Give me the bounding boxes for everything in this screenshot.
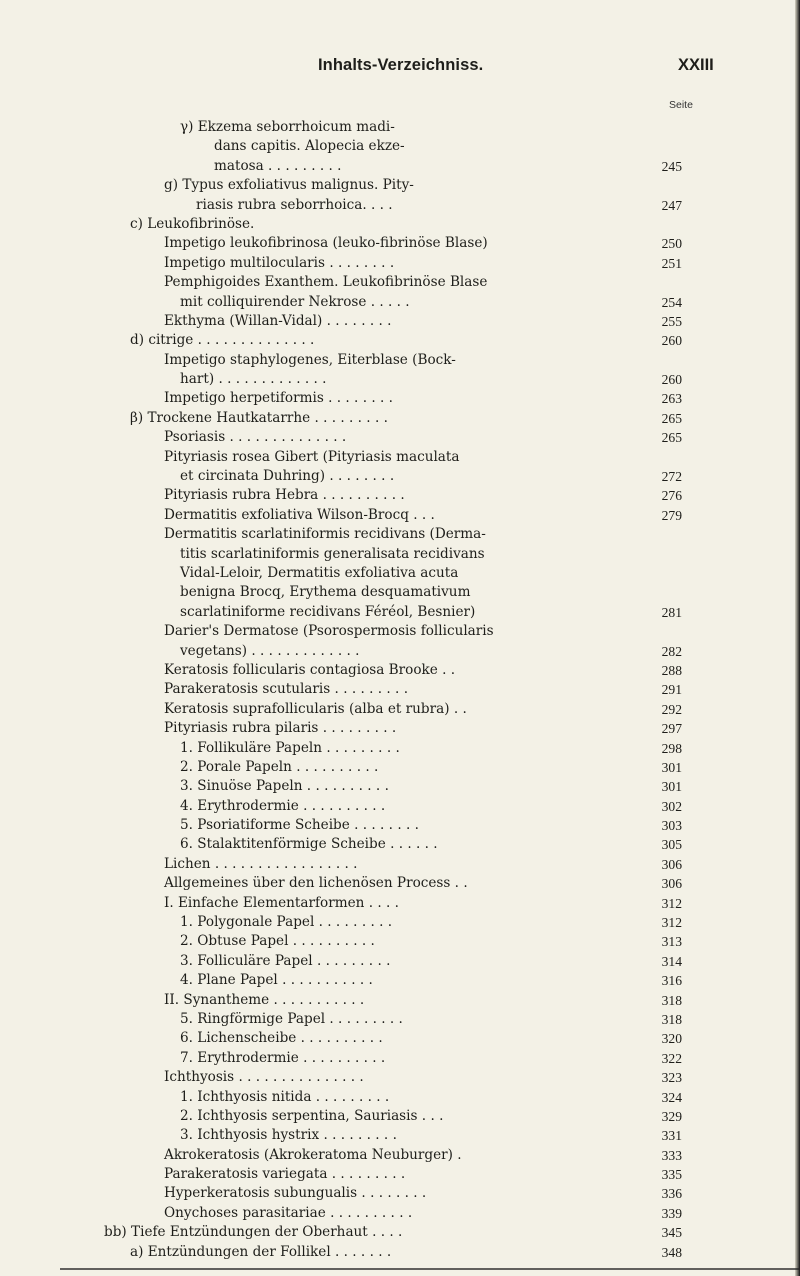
toc-entry-text: Impetigo herpetiformis . . . . . . . . bbox=[164, 390, 393, 407]
toc-entry-text: 1. Follikuläre Papeln . . . . . . . . . bbox=[180, 739, 400, 756]
toc-entry-text: vegetans) . . . . . . . . . . . . . bbox=[180, 642, 360, 659]
toc-entry-text: benigna Brocq, Erythema desquamativum bbox=[180, 584, 471, 601]
toc-entry-text: 3. Ichthyosis hystrix . . . . . . . . . bbox=[180, 1127, 397, 1144]
toc-entry-page: 292 bbox=[661, 701, 682, 717]
toc-entry-page: 345 bbox=[661, 1225, 682, 1241]
toc-entry-text: bb) Tiefe Entzündungen der Oberhaut . . . . bbox=[104, 1224, 403, 1241]
toc-entry-page: 276 bbox=[661, 488, 682, 504]
toc-entry bbox=[0, 855, 800, 874]
toc-entry bbox=[0, 254, 800, 273]
page-column-label: Seite bbox=[669, 99, 693, 111]
toc-entry bbox=[0, 486, 800, 505]
toc-entry-text: scarlatiniforme recidivans Féréol, Besnier) bbox=[180, 603, 476, 620]
toc-entry-text: Ichthyosis . . . . . . . . . . . . . . . bbox=[164, 1069, 364, 1086]
toc-entry-text: Pityriasis rubra Hebra . . . . . . . . . . bbox=[164, 487, 405, 504]
toc-entry-text: d) citrige . . . . . . . . . . . . . . bbox=[130, 332, 315, 349]
toc-entry bbox=[0, 1029, 800, 1048]
toc-entry-page: 335 bbox=[661, 1167, 682, 1183]
toc-entry-page: 333 bbox=[661, 1147, 682, 1163]
toc-entry bbox=[0, 409, 800, 428]
toc-entry-page: 348 bbox=[661, 1244, 682, 1260]
toc-entry-page: 306 bbox=[661, 876, 682, 892]
toc-entry-text: Allgemeines über den lichenösen Process . . bbox=[164, 875, 468, 892]
toc-entry bbox=[0, 991, 800, 1010]
toc-entry-text: riasis rubra seborrhoica. . . . bbox=[196, 196, 393, 213]
toc-entry bbox=[0, 273, 800, 292]
toc-entry-page: 329 bbox=[661, 1108, 682, 1124]
toc-entry-page: 314 bbox=[661, 953, 682, 969]
toc-entry-page: 247 bbox=[661, 197, 682, 213]
toc-entry-page: 302 bbox=[661, 798, 682, 814]
toc-entry-text: Parakeratosis variegata . . . . . . . . . bbox=[164, 1166, 406, 1183]
toc-entry-text: et circinata Duhring) . . . . . . . . bbox=[180, 468, 395, 485]
toc-entry bbox=[0, 874, 800, 893]
toc-entry-text: c) Leukofibrinöse. bbox=[130, 215, 255, 232]
toc-entry bbox=[0, 758, 800, 777]
toc-entry-text: Pityriasis rubra pilaris . . . . . . . . . bbox=[164, 720, 397, 737]
toc-entry bbox=[0, 118, 800, 137]
toc-entry-text: γ) Ekzema seborrhoicum madi- bbox=[180, 119, 395, 135]
toc-entry bbox=[0, 176, 800, 195]
toc-entry bbox=[0, 622, 800, 641]
toc-entry bbox=[0, 1126, 800, 1145]
toc-entry bbox=[0, 583, 800, 602]
toc-entry-page: 260 bbox=[661, 333, 682, 349]
toc-entry bbox=[0, 777, 800, 796]
toc-entry bbox=[0, 913, 800, 932]
toc-entry bbox=[0, 661, 800, 680]
toc-entry-page: 245 bbox=[661, 158, 682, 174]
toc-entry-text: Pityriasis rosea Gibert (Pityriasis maculata bbox=[164, 448, 460, 465]
toc-entry-text: 6. Lichenscheibe . . . . . . . . . . bbox=[180, 1030, 383, 1047]
toc-entry-page: 312 bbox=[661, 895, 682, 911]
toc-entry bbox=[0, 1010, 800, 1029]
toc-entry bbox=[0, 234, 800, 253]
toc-entry-page: 318 bbox=[661, 992, 682, 1008]
toc-entry-text: 3. Folliculäre Papel . . . . . . . . . bbox=[180, 952, 391, 969]
toc-entry-page: 265 bbox=[661, 410, 682, 426]
toc-entry-page: 265 bbox=[661, 430, 682, 446]
toc-entry-text: I. Einfache Elementarformen . . . . bbox=[164, 894, 399, 911]
toc-entry-text: Ekthyma (Willan-Vidal) . . . . . . . . bbox=[164, 312, 392, 329]
toc-entry-text: mit colliquirender Nekrose . . . . . bbox=[180, 293, 410, 310]
toc-entry-page: 331 bbox=[661, 1128, 682, 1144]
toc-entry bbox=[0, 952, 800, 971]
toc-entry bbox=[0, 1088, 800, 1107]
toc-entry-text: 2. Ichthyosis serpentina, Sauriasis . . . bbox=[180, 1107, 444, 1124]
toc-entry-page: 260 bbox=[661, 372, 682, 388]
toc-entry-page: 303 bbox=[661, 818, 682, 834]
toc-entry-text: 2. Obtuse Papel . . . . . . . . . . bbox=[180, 933, 375, 950]
toc-entry-text: Lichen . . . . . . . . . . . . . . . . . bbox=[164, 855, 358, 872]
toc-entry-page: 323 bbox=[661, 1070, 682, 1086]
toc-entry-page: 291 bbox=[661, 682, 682, 698]
toc-entry-page: 301 bbox=[661, 779, 682, 795]
toc-entry-page: 288 bbox=[661, 662, 682, 678]
toc-entry-page: 306 bbox=[661, 856, 682, 872]
toc-entry bbox=[0, 642, 800, 661]
toc-entry-page: 336 bbox=[661, 1186, 682, 1202]
toc-entry bbox=[0, 215, 800, 234]
bottom-edge-line bbox=[60, 1268, 800, 1270]
toc-entry-text: 1. Polygonale Papel . . . . . . . . . bbox=[180, 914, 393, 931]
page-edge-shadow bbox=[795, 0, 800, 1276]
toc-entry-text: 6. Stalaktitenförmige Scheibe . . . . . . bbox=[180, 836, 438, 853]
toc-entry bbox=[0, 428, 800, 447]
toc-entry bbox=[0, 603, 800, 622]
toc-entry-text: dans capitis. Alopecia ekze- bbox=[214, 138, 405, 155]
toc-entry-text: Akrokeratosis (Akrokeratoma Neuburger) . bbox=[164, 1146, 462, 1163]
toc-entry-page: 297 bbox=[661, 721, 682, 737]
toc-entry-page: 263 bbox=[661, 391, 682, 407]
toc-entry bbox=[0, 293, 800, 312]
toc-entry bbox=[0, 157, 800, 176]
toc-entry-text: 5. Ringförmige Papel . . . . . . . . . bbox=[180, 1010, 403, 1027]
toc-entry bbox=[0, 971, 800, 990]
toc-entry-page: 255 bbox=[661, 313, 682, 329]
toc-entry-text: Impetigo leukofibrinosa (leuko-fibrinöse Blase) bbox=[164, 235, 488, 252]
toc-entry-text: 1. Ichthyosis nitida . . . . . . . . . bbox=[180, 1088, 390, 1105]
toc-entry bbox=[0, 1243, 800, 1262]
toc-entry bbox=[0, 835, 800, 854]
toc-entry-text: Dermatitis exfoliativa Wilson-Brocq . . . bbox=[164, 506, 435, 523]
toc-entry-text: Pemphigoides Exanthem. Leukofibrinöse Blase bbox=[164, 274, 488, 291]
toc-entry-page: 281 bbox=[661, 604, 682, 620]
toc-entry-text: Psoriasis . . . . . . . . . . . . . . bbox=[164, 429, 347, 446]
toc-entry bbox=[0, 467, 800, 486]
toc-entry bbox=[0, 370, 800, 389]
toc-entry-text: 4. Plane Papel . . . . . . . . . . . bbox=[180, 972, 373, 989]
toc-entry-text: 3. Sinuöse Papeln . . . . . . . . . . bbox=[180, 778, 389, 795]
toc-entry bbox=[0, 137, 800, 156]
toc-entry bbox=[0, 797, 800, 816]
toc-entry-page: 279 bbox=[661, 507, 682, 523]
toc-entry bbox=[0, 1068, 800, 1087]
toc-entry bbox=[0, 700, 800, 719]
toc-entry-text: hart) . . . . . . . . . . . . . bbox=[180, 371, 327, 388]
page-number: XXIII bbox=[678, 56, 714, 74]
toc-entry-page: 254 bbox=[661, 294, 682, 310]
toc-entry-page: 312 bbox=[661, 915, 682, 931]
toc-entry-page: 301 bbox=[661, 759, 682, 775]
toc-entry-text: 2. Porale Papeln . . . . . . . . . . bbox=[180, 758, 379, 775]
toc-entry-page: 318 bbox=[661, 1011, 682, 1027]
toc-entry bbox=[0, 894, 800, 913]
toc-entry-text: Keratosis follicularis contagiosa Brooke . . bbox=[164, 661, 456, 678]
toc-entry-page: 282 bbox=[661, 643, 682, 659]
toc-entry-text: Impetigo multilocularis . . . . . . . . bbox=[164, 254, 395, 271]
toc-entry-page: 251 bbox=[661, 255, 682, 271]
toc-entry-page: 339 bbox=[661, 1205, 682, 1221]
toc-entry-text: Keratosis suprafollicularis (alba et rubra) . . bbox=[164, 700, 467, 717]
toc-entry bbox=[0, 525, 800, 544]
toc-entry bbox=[0, 545, 800, 564]
toc-entry bbox=[0, 816, 800, 835]
toc-entry bbox=[0, 1165, 800, 1184]
toc-entry bbox=[0, 1204, 800, 1223]
toc-entry bbox=[0, 312, 800, 331]
toc-entry-text: Darier's Dermatose (Psorospermosis follicularis bbox=[164, 623, 494, 640]
toc-entry-text: g) Typus exfoliativus malignus. Pity- bbox=[164, 177, 414, 194]
toc-entry-text: titis scarlatiniformis generalisata recidivans bbox=[180, 545, 485, 562]
toc-entry bbox=[0, 739, 800, 758]
toc-entry bbox=[0, 932, 800, 951]
toc-entry bbox=[0, 719, 800, 738]
toc-entry-page: 322 bbox=[661, 1050, 682, 1066]
toc-entry-text: Impetigo staphylogenes, Eiterblase (Bock- bbox=[164, 351, 456, 368]
toc-entry-page: 316 bbox=[661, 973, 682, 989]
toc-entry bbox=[0, 680, 800, 699]
toc-entry bbox=[0, 389, 800, 408]
toc-entry bbox=[0, 564, 800, 583]
page-header bbox=[0, 56, 800, 86]
running-title: Inhalts-Verzeichniss. bbox=[318, 56, 484, 74]
toc-entry bbox=[0, 1107, 800, 1126]
toc-entry bbox=[0, 506, 800, 525]
toc-entry bbox=[0, 1223, 800, 1242]
toc-entry-text: Vidal-Leloir, Dermatitis exfoliativa acuta bbox=[180, 564, 459, 581]
toc-entry-page: 250 bbox=[661, 236, 682, 252]
toc-entry-page: 320 bbox=[661, 1031, 682, 1047]
toc-entry-text: 5. Psoriatiforme Scheibe . . . . . . . . bbox=[180, 817, 419, 834]
toc-entry bbox=[0, 448, 800, 467]
toc-entry-text: II. Synantheme . . . . . . . . . . . bbox=[164, 991, 365, 1008]
toc-entry-text: Onychoses parasitariae . . . . . . . . . . bbox=[164, 1204, 413, 1221]
toc-entry-page: 305 bbox=[661, 837, 682, 853]
toc-entry bbox=[0, 351, 800, 370]
toc-entry-text: Dermatitis scarlatiniformis recidivans (Derma- bbox=[164, 526, 486, 543]
toc-entry-page: 313 bbox=[661, 934, 682, 950]
toc-entry-page: 324 bbox=[661, 1089, 682, 1105]
table-of-contents bbox=[0, 118, 800, 1262]
toc-entry bbox=[0, 331, 800, 350]
toc-entry-page: 272 bbox=[661, 469, 682, 485]
toc-entry bbox=[0, 1184, 800, 1203]
toc-entry-text: Hyperkeratosis subungualis . . . . . . . . bbox=[164, 1185, 427, 1202]
toc-entry-text: 4. Erythrodermie . . . . . . . . . . bbox=[180, 797, 386, 814]
toc-entry-text: a) Entzündungen der Follikel . . . . . . . bbox=[130, 1243, 392, 1260]
toc-entry bbox=[0, 1146, 800, 1165]
toc-entry-text: matosa . . . . . . . . . bbox=[214, 157, 342, 174]
toc-entry-page: 298 bbox=[661, 740, 682, 756]
toc-entry-text: 7. Erythrodermie . . . . . . . . . . bbox=[180, 1049, 386, 1066]
toc-entry bbox=[0, 196, 800, 215]
toc-entry-text: β) Trockene Hautkatarrhe . . . . . . . . . bbox=[130, 409, 388, 426]
toc-entry-text: Parakeratosis scutularis . . . . . . . . . bbox=[164, 681, 409, 698]
toc-entry bbox=[0, 1049, 800, 1068]
